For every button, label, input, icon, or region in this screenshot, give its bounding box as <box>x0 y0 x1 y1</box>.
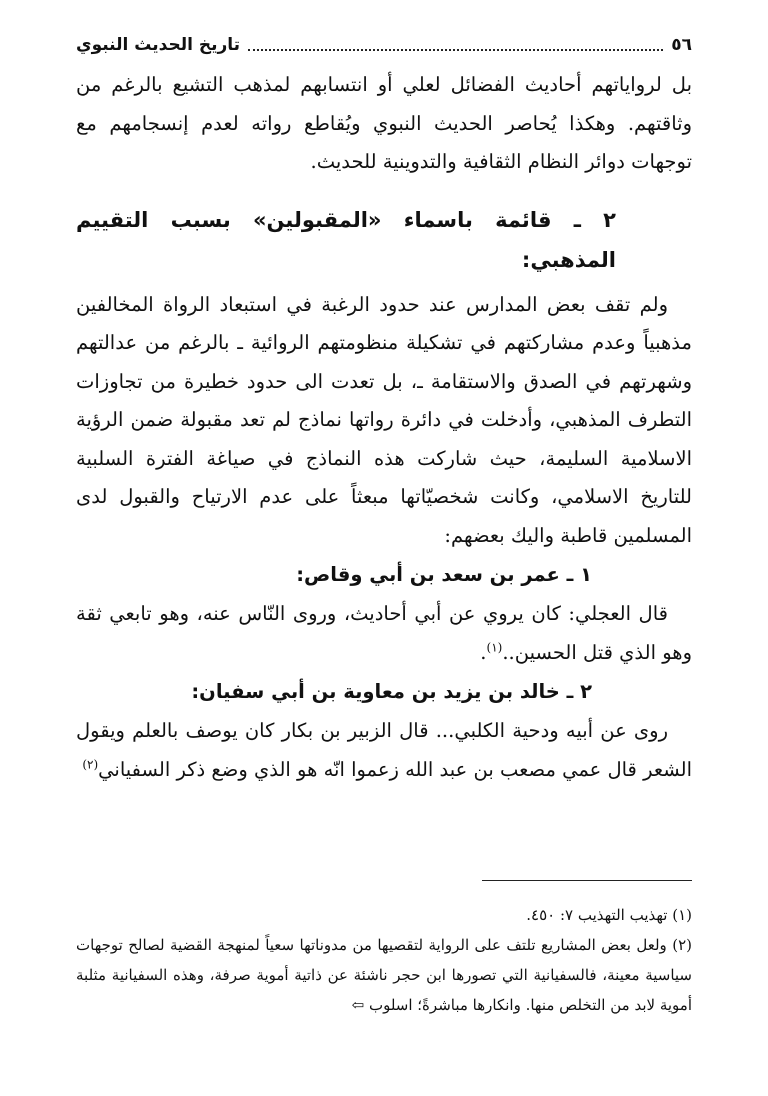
header-dot-leader <box>248 49 663 51</box>
footnotes <box>76 900 692 1020</box>
paragraph-1: بل لرواياتهم أحاديث الفضائل لعلي أو انتسابهم لمذهب التشيع بالرغم من وثاقتهم. وهكذا يُحاصر الحديث النبوي ويُقاطع رواته لعدم إنسجامهم مع توجهات دوائر النظام الثقافية والتدوينية للحديث. <box>76 73 692 173</box>
running-title: تاريخ الحديث النبوي <box>76 35 241 55</box>
item-2-body: روى عن أبيه ودحية الكلبي... قال الزبير بن بكار كان يوصف بالعلم ويقول الشعر قال عمي مصعب بن عبد الله زعموا انّه هو الذي وضع ذكر السفياني <box>76 719 692 781</box>
item-1-heading: ١ ـ عمر بن سعد بن أبي وقاص: <box>296 563 592 586</box>
footnote-ref-1[interactable]: (١) <box>486 640 503 654</box>
footnote-1: (١) تهذيب التهذيب ٧: ٤٥٠. <box>526 906 692 924</box>
main-text <box>76 66 692 789</box>
footnote-2: (٢) ولعل بعض المشاريع تلتف على الرواية لتقصيها من مدوناتها سعياً لمنهجة القضية لصالح توجهات سياسية معينة، فالسفيانية التي تصورها ابن حجر ناشئة عن ذاتية أموية صرفة، وهذه السفيانية مثلبة أموية لابد من التخلص منها. وانكارها مباشرةً؛ اسلوب ⇦ <box>76 936 692 1014</box>
item-2-heading: ٢ ـ خالد بن يزيد بن معاوية بن أبي سفيان: <box>191 680 592 703</box>
page-number: ٥٦ <box>671 35 692 55</box>
paragraph-2: ولم تقف بعض المدارس عند حدود الرغبة في استبعاد الرواة المخالفين مذهبياً وعدم مشاركتهم في تشكيلة منظومتهم الروائية ـ بالرغم من عدالتهم وشهرتهم في الصدق والاستقامة ـ، بل تعدت الى حدود خطيرة من تجاوزات التطرف المذهبي، وأدخلت في دائرة رواتها نماذج لم تعد مقبولة ضمن الرؤية الاسلامية السليمة، حيث شاركت هذه النماذج في صياغة الفترة السلبية للتاريخ الاسلامي، وكانت شخصيّاتها مبعثاً على عدم الارتياح والقبول لدى المسلمين قاطبة واليك بعضهم: <box>76 292 692 547</box>
item-1-text: قال العجلي: كان يروي عن أبي أحاديث، وروى النّاس عنه، وهو تابعي ثقة وهو الذي قتل الحسين..$^{(١)}$. <box>76 602 692 664</box>
footnote-ref-2[interactable]: (٢) <box>82 757 99 771</box>
item-2-text <box>76 712 692 789</box>
running-header <box>76 30 692 60</box>
item-1-body: قال العجلي: كان يروي عن أبي أحاديث، وروى النّاس عنه، وهو تابعي ثقة وهو الذي قتل الحسين.. <box>76 602 692 664</box>
footnote-separator <box>482 880 692 881</box>
section-heading-accepted-list: ٢ ـ قائمة باسماء «المقبولين» بسبب التقييم المذهبي: <box>76 207 616 272</box>
